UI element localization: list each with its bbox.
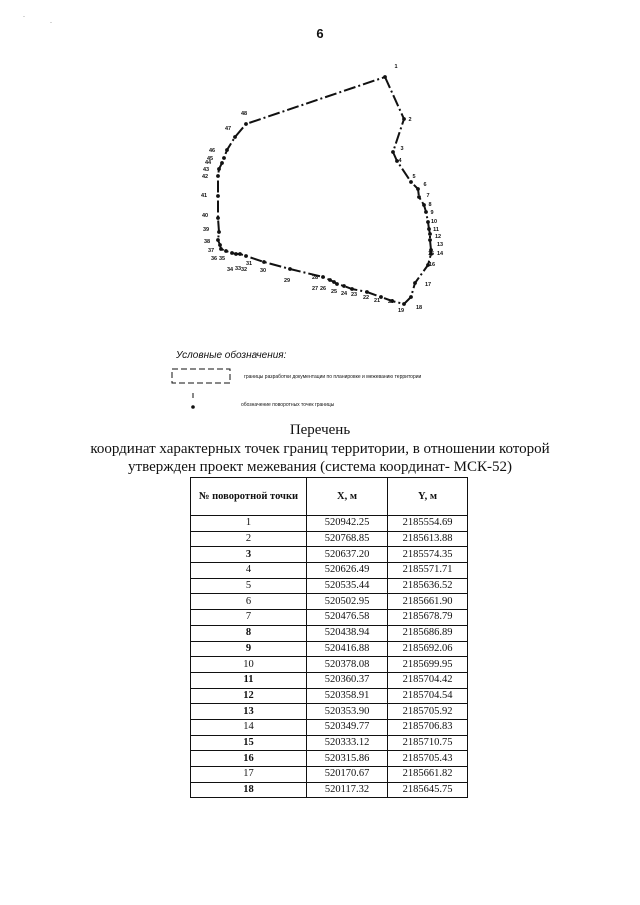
list-subtitle-line1: координат характерных точек границ территории, в отношении которой — [90, 441, 550, 457]
turning-point — [409, 180, 413, 184]
turning-point — [328, 278, 332, 282]
turning-point — [288, 267, 292, 271]
cell-y: 2185645.75 — [388, 782, 468, 798]
cell-y: 2185705.92 — [388, 704, 468, 720]
point-label: 26 — [319, 286, 327, 292]
table-row — [191, 563, 468, 579]
cell-y: 2185661.90 — [388, 594, 468, 610]
list-title: Перечень — [289, 422, 351, 438]
cell-x: 520476.58 — [307, 610, 388, 626]
cell-point-number: 9 — [191, 641, 307, 657]
table-row — [191, 735, 468, 751]
turning-point — [350, 287, 354, 291]
cell-x: 520349.77 — [307, 719, 388, 735]
cell-x: 520535.44 — [307, 578, 388, 594]
legend-item-points: обозначение поворотных точек границы — [241, 402, 335, 408]
cell-point-number: 3 — [191, 547, 307, 563]
point-label: 13 — [436, 242, 444, 248]
point-label: 16 — [428, 262, 436, 268]
point-label: 8 — [428, 202, 432, 208]
table-row — [191, 719, 468, 735]
cell-x: 520333.12 — [307, 735, 388, 751]
turning-point — [217, 167, 221, 171]
legend-item-boundary: границы разработки документации по планировке и межеванию территории — [244, 374, 422, 380]
scan-mark: · — [23, 14, 25, 20]
cell-point-number: 11 — [191, 672, 307, 688]
turning-point — [416, 187, 420, 191]
cell-point-number: 17 — [191, 767, 307, 783]
turning-point-symbol — [191, 405, 195, 409]
point-label: 48 — [240, 111, 248, 117]
cell-y: 2185706.83 — [388, 719, 468, 735]
list-subtitle-line2: утвержден проект межевания (система координат- МСК-52) — [128, 459, 512, 475]
point-label: 27 — [311, 286, 319, 292]
cell-point-number: 7 — [191, 610, 307, 626]
boundary-diagram — [0, 0, 640, 345]
cell-point-number: 5 — [191, 578, 307, 594]
point-label: 41 — [200, 193, 208, 199]
point-label: 7 — [426, 193, 430, 199]
point-label: 5 — [412, 174, 416, 180]
turning-point — [233, 135, 237, 139]
cell-x: 520358.91 — [307, 688, 388, 704]
turning-point — [216, 174, 220, 178]
cell-x: 520117.32 — [307, 782, 388, 798]
cell-x: 520768.85 — [307, 531, 388, 547]
table-row — [191, 610, 468, 626]
turning-point — [244, 254, 248, 258]
cell-x: 520438.94 — [307, 625, 388, 641]
point-label: 1 — [394, 64, 398, 70]
point-label: 45 — [206, 156, 214, 162]
cell-point-number: 1 — [191, 516, 307, 532]
turning-point — [427, 227, 431, 231]
turning-point — [417, 195, 421, 199]
legend-title: Условные обозначения: — [176, 350, 287, 361]
scan-mark: · — [50, 20, 52, 26]
turning-point — [262, 260, 266, 264]
cell-x: 520416.88 — [307, 641, 388, 657]
point-label: 31 — [245, 261, 253, 267]
point-label: 3 — [400, 146, 404, 152]
point-label: 42 — [201, 174, 209, 180]
header-point-number: № поворотной точки — [191, 478, 307, 516]
table-row — [191, 672, 468, 688]
header-x: X, м — [307, 478, 388, 516]
turning-point — [224, 249, 228, 253]
point-label: 30 — [259, 268, 267, 274]
cell-y: 2185574.35 — [388, 547, 468, 563]
cell-point-number: 10 — [191, 657, 307, 673]
turning-point — [225, 148, 229, 152]
cell-y: 2185710.75 — [388, 735, 468, 751]
turning-point — [244, 122, 248, 126]
point-label: 33 — [234, 266, 242, 272]
turning-point — [216, 216, 220, 220]
turning-point — [424, 210, 428, 214]
point-label: 46 — [208, 148, 216, 154]
turning-point — [402, 302, 406, 306]
table-row — [191, 782, 468, 798]
point-label: 19 — [397, 308, 405, 314]
cell-point-number: 18 — [191, 782, 307, 798]
turning-point — [413, 281, 417, 285]
point-label: 23 — [350, 292, 358, 298]
turning-point — [391, 150, 395, 154]
point-label: 6 — [423, 182, 427, 188]
cell-point-number: 8 — [191, 625, 307, 641]
point-label: 18 — [415, 305, 423, 311]
turning-point — [220, 161, 224, 165]
turning-point — [222, 156, 226, 160]
point-label: 14 — [436, 251, 444, 257]
turning-point — [428, 238, 432, 242]
turning-point — [383, 75, 387, 79]
point-label: 34 — [226, 267, 234, 273]
point-label: 37 — [207, 248, 215, 254]
table-row — [191, 594, 468, 610]
boundary-line-symbol — [172, 369, 230, 383]
cell-y: 2185613.88 — [388, 531, 468, 547]
cell-y: 2185554.69 — [388, 516, 468, 532]
turning-point — [342, 284, 346, 288]
point-label: 12 — [434, 234, 442, 240]
table-row — [191, 578, 468, 594]
point-label: 21 — [373, 298, 381, 304]
point-label: 35 — [218, 256, 226, 262]
header-y: Y, м — [388, 478, 468, 516]
turning-point — [409, 295, 413, 299]
point-label: 28 — [311, 275, 319, 281]
cell-x: 520637.20 — [307, 547, 388, 563]
point-label: 29 — [283, 278, 291, 284]
table-row — [191, 531, 468, 547]
cell-point-number: 2 — [191, 531, 307, 547]
table-row — [191, 516, 468, 532]
point-label: 9 — [430, 210, 434, 216]
legend-symbol-set — [171, 367, 241, 413]
point-label: 4 — [398, 158, 402, 164]
point-label: 15 — [427, 251, 435, 257]
cell-x: 520353.90 — [307, 704, 388, 720]
turning-point — [216, 194, 220, 198]
cell-point-number: 13 — [191, 704, 307, 720]
table-row — [191, 688, 468, 704]
cell-x: 520502.95 — [307, 594, 388, 610]
cell-x: 520170.67 — [307, 767, 388, 783]
page-number: 6 — [316, 26, 324, 41]
cell-point-number: 14 — [191, 719, 307, 735]
turning-point — [219, 247, 223, 251]
turning-point — [321, 275, 325, 279]
cell-point-number: 6 — [191, 594, 307, 610]
turning-point — [365, 290, 369, 294]
cell-y: 2185571.71 — [388, 563, 468, 579]
cell-point-number: 16 — [191, 751, 307, 767]
point-label: 44 — [204, 160, 212, 166]
turning-point — [428, 232, 432, 236]
point-label: 40 — [201, 213, 209, 219]
table-row — [191, 625, 468, 641]
table-row — [191, 641, 468, 657]
cell-x: 520942.25 — [307, 516, 388, 532]
cell-y: 2185699.95 — [388, 657, 468, 673]
cell-y: 2185678.79 — [388, 610, 468, 626]
table-row — [191, 751, 468, 767]
cell-y: 2185704.54 — [388, 688, 468, 704]
turning-point — [332, 280, 336, 284]
cell-point-number: 12 — [191, 688, 307, 704]
cell-point-number: 15 — [191, 735, 307, 751]
cell-x: 520626.49 — [307, 563, 388, 579]
point-label: 22 — [362, 295, 370, 301]
point-label: 36 — [210, 256, 218, 262]
cell-point-number: 4 — [191, 563, 307, 579]
cell-y: 2185704.42 — [388, 672, 468, 688]
turning-point — [230, 251, 234, 255]
point-label: 20 — [387, 299, 395, 305]
cell-y: 2185705.43 — [388, 751, 468, 767]
turning-point — [218, 243, 222, 247]
coordinates-table — [190, 477, 468, 798]
cell-y: 2185686.89 — [388, 625, 468, 641]
point-label: 39 — [202, 227, 210, 233]
turning-point — [426, 220, 430, 224]
turning-point — [238, 252, 242, 256]
turning-point — [402, 117, 406, 121]
cell-y: 2185636.52 — [388, 578, 468, 594]
point-label: 38 — [203, 239, 211, 245]
table-row — [191, 704, 468, 720]
cell-y: 2185661.82 — [388, 767, 468, 783]
turning-point — [422, 203, 426, 207]
point-label: 32 — [240, 267, 248, 273]
point-label: 43 — [202, 167, 210, 173]
point-label: 17 — [424, 282, 432, 288]
cell-x: 520360.37 — [307, 672, 388, 688]
table-row — [191, 657, 468, 673]
point-label: 10 — [430, 219, 438, 225]
turning-point — [216, 238, 220, 242]
table-row — [191, 547, 468, 563]
cell-x: 520315.86 — [307, 751, 388, 767]
turning-point — [234, 252, 238, 256]
point-label: 47 — [224, 126, 232, 132]
cell-y: 2185692.06 — [388, 641, 468, 657]
table-row — [191, 767, 468, 783]
point-label: 11 — [433, 227, 439, 233]
point-label: 25 — [330, 289, 338, 295]
point-label: 2 — [408, 117, 412, 123]
cell-x: 520378.08 — [307, 657, 388, 673]
point-label: 24 — [340, 291, 348, 297]
turning-point — [217, 230, 221, 234]
